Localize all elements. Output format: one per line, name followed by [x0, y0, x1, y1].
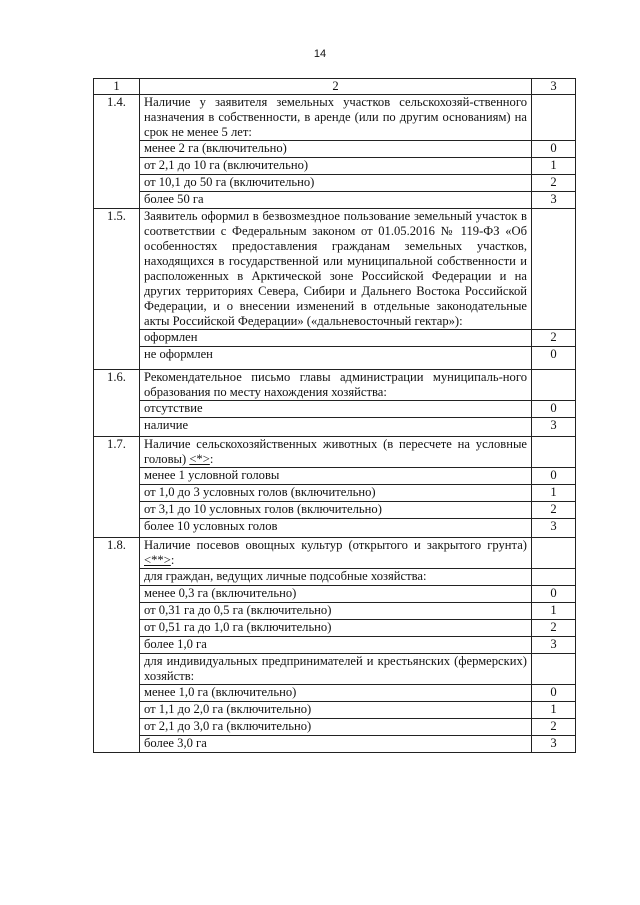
option-label: от 10,1 до 50 га (включительно): [140, 175, 532, 192]
option-row: [94, 468, 576, 485]
section-description: Заявитель оформил в безвозмездное пользование земельный участок в соответствии с Федеральным законом от 01.05.2016 № 119-ФЗ «Об особенностях предоставления гражданам земельных участков, находящихся в государственной или муниципальной собственности и расположенных в Арктической зоне Российской Федерации и на других территориях Севера, Сибири и Дальнего Востока Российской Федерации, и о внесении изменений в отдельные законодательные акты Российской Федерации» («дальневосточный гектар»):: [140, 209, 532, 330]
option-row: [94, 192, 576, 209]
option-row: [94, 330, 576, 347]
option-score: 1: [532, 485, 576, 502]
group-title: для индивидуальных предпринимателей и крестьянских (фермерских) хозяйств:: [140, 654, 532, 685]
score-cell: [532, 569, 576, 586]
option-row: [94, 158, 576, 175]
group-title: для граждан, ведущих личные подсобные хозяйства:: [140, 569, 532, 586]
option-score: 1: [532, 158, 576, 175]
option-row: [94, 719, 576, 736]
group-title-row: [94, 569, 576, 586]
option-label: более 3,0 га: [140, 736, 532, 753]
option-score: 3: [532, 192, 576, 209]
option-label: более 10 условных голов: [140, 519, 532, 538]
option-label: оформлен: [140, 330, 532, 347]
section-description: [140, 437, 532, 468]
option-score: 2: [532, 719, 576, 736]
header-col-3: 3: [532, 79, 576, 95]
header-col-1: 1: [94, 79, 140, 95]
section-number: 1.8.: [94, 538, 140, 753]
group-title-row: [94, 654, 576, 685]
description-text: Наличие посевов овощных культур (открытого и закрытого грунта): [144, 538, 527, 552]
option-label: от 2,1 до 10 га (включительно): [140, 158, 532, 175]
option-label: наличие: [140, 418, 532, 437]
option-score: 2: [532, 330, 576, 347]
option-row: [94, 401, 576, 418]
option-score: 3: [532, 418, 576, 437]
option-score: 0: [532, 586, 576, 603]
score-cell: [532, 370, 576, 401]
option-row: [94, 702, 576, 719]
option-score: 0: [532, 468, 576, 485]
option-score: 3: [532, 637, 576, 654]
option-row: [94, 603, 576, 620]
option-score: 0: [532, 141, 576, 158]
option-row: [94, 586, 576, 603]
section-row: [94, 437, 576, 468]
score-cell: [532, 95, 576, 141]
option-row: [94, 736, 576, 753]
section-row: [94, 370, 576, 401]
option-label: от 1,1 до 2,0 га (включительно): [140, 702, 532, 719]
option-label: от 0,31 га до 0,5 га (включительно): [140, 603, 532, 620]
option-score: 0: [532, 685, 576, 702]
footnote-link[interactable]: <**>: [144, 553, 171, 567]
section-description: Наличие у заявителя земельных участков сельскохозяй-ственного назначения в собственности, в аренде (или по другим основаниям) на срок не менее 5 лет:: [140, 95, 532, 141]
score-cell: [532, 654, 576, 685]
footnote-link[interactable]: <*>: [189, 452, 210, 466]
option-label: отсутствие: [140, 401, 532, 418]
option-label: менее 0,3 га (включительно): [140, 586, 532, 603]
option-score: 0: [532, 347, 576, 370]
option-score: 1: [532, 603, 576, 620]
option-score: 2: [532, 502, 576, 519]
option-label: менее 1,0 га (включительно): [140, 685, 532, 702]
option-score: 3: [532, 519, 576, 538]
option-label: от 1,0 до 3 условных голов (включительно): [140, 485, 532, 502]
option-row: [94, 175, 576, 192]
option-label: от 3,1 до 10 условных голов (включительно): [140, 502, 532, 519]
option-row: [94, 620, 576, 637]
section-number: 1.4.: [94, 95, 140, 209]
option-label: менее 2 га (включительно): [140, 141, 532, 158]
option-label: не оформлен: [140, 347, 532, 370]
option-row: [94, 502, 576, 519]
option-label: менее 1 условной головы: [140, 468, 532, 485]
option-row: [94, 637, 576, 654]
description-end: :: [170, 553, 175, 567]
score-cell: [532, 538, 576, 569]
option-score: 2: [532, 620, 576, 637]
section-number: 1.7.: [94, 437, 140, 538]
option-label: от 2,1 до 3,0 га (включительно): [140, 719, 532, 736]
option-row: [94, 347, 576, 370]
section-number: 1.5.: [94, 209, 140, 370]
option-row: [94, 418, 576, 437]
score-cell: [532, 437, 576, 468]
option-score: 1: [532, 702, 576, 719]
section-number: 1.6.: [94, 370, 140, 437]
description-text: Наличие сельскохозяйственных животных (в пересчете на условные головы): [144, 437, 527, 466]
criteria-table: [93, 78, 576, 753]
option-score: 2: [532, 175, 576, 192]
option-row: [94, 485, 576, 502]
option-row: [94, 519, 576, 538]
table-header-row: [94, 79, 576, 95]
section-description: Рекомендательное письмо главы администрации муниципаль-ного образования по месту нахождения хозяйства:: [140, 370, 532, 401]
header-col-2: 2: [140, 79, 532, 95]
score-cell: [532, 209, 576, 330]
option-row: [94, 141, 576, 158]
option-row: [94, 685, 576, 702]
page-number: 14: [313, 48, 327, 60]
option-score: 3: [532, 736, 576, 753]
section-row: [94, 209, 576, 330]
section-row: [94, 95, 576, 141]
section-row: [94, 538, 576, 569]
description-end: :: [209, 452, 214, 466]
option-label: от 0,51 га до 1,0 га (включительно): [140, 620, 532, 637]
option-label: более 50 га: [140, 192, 532, 209]
section-description: [140, 538, 532, 569]
option-score: 0: [532, 401, 576, 418]
option-label: более 1,0 га: [140, 637, 532, 654]
